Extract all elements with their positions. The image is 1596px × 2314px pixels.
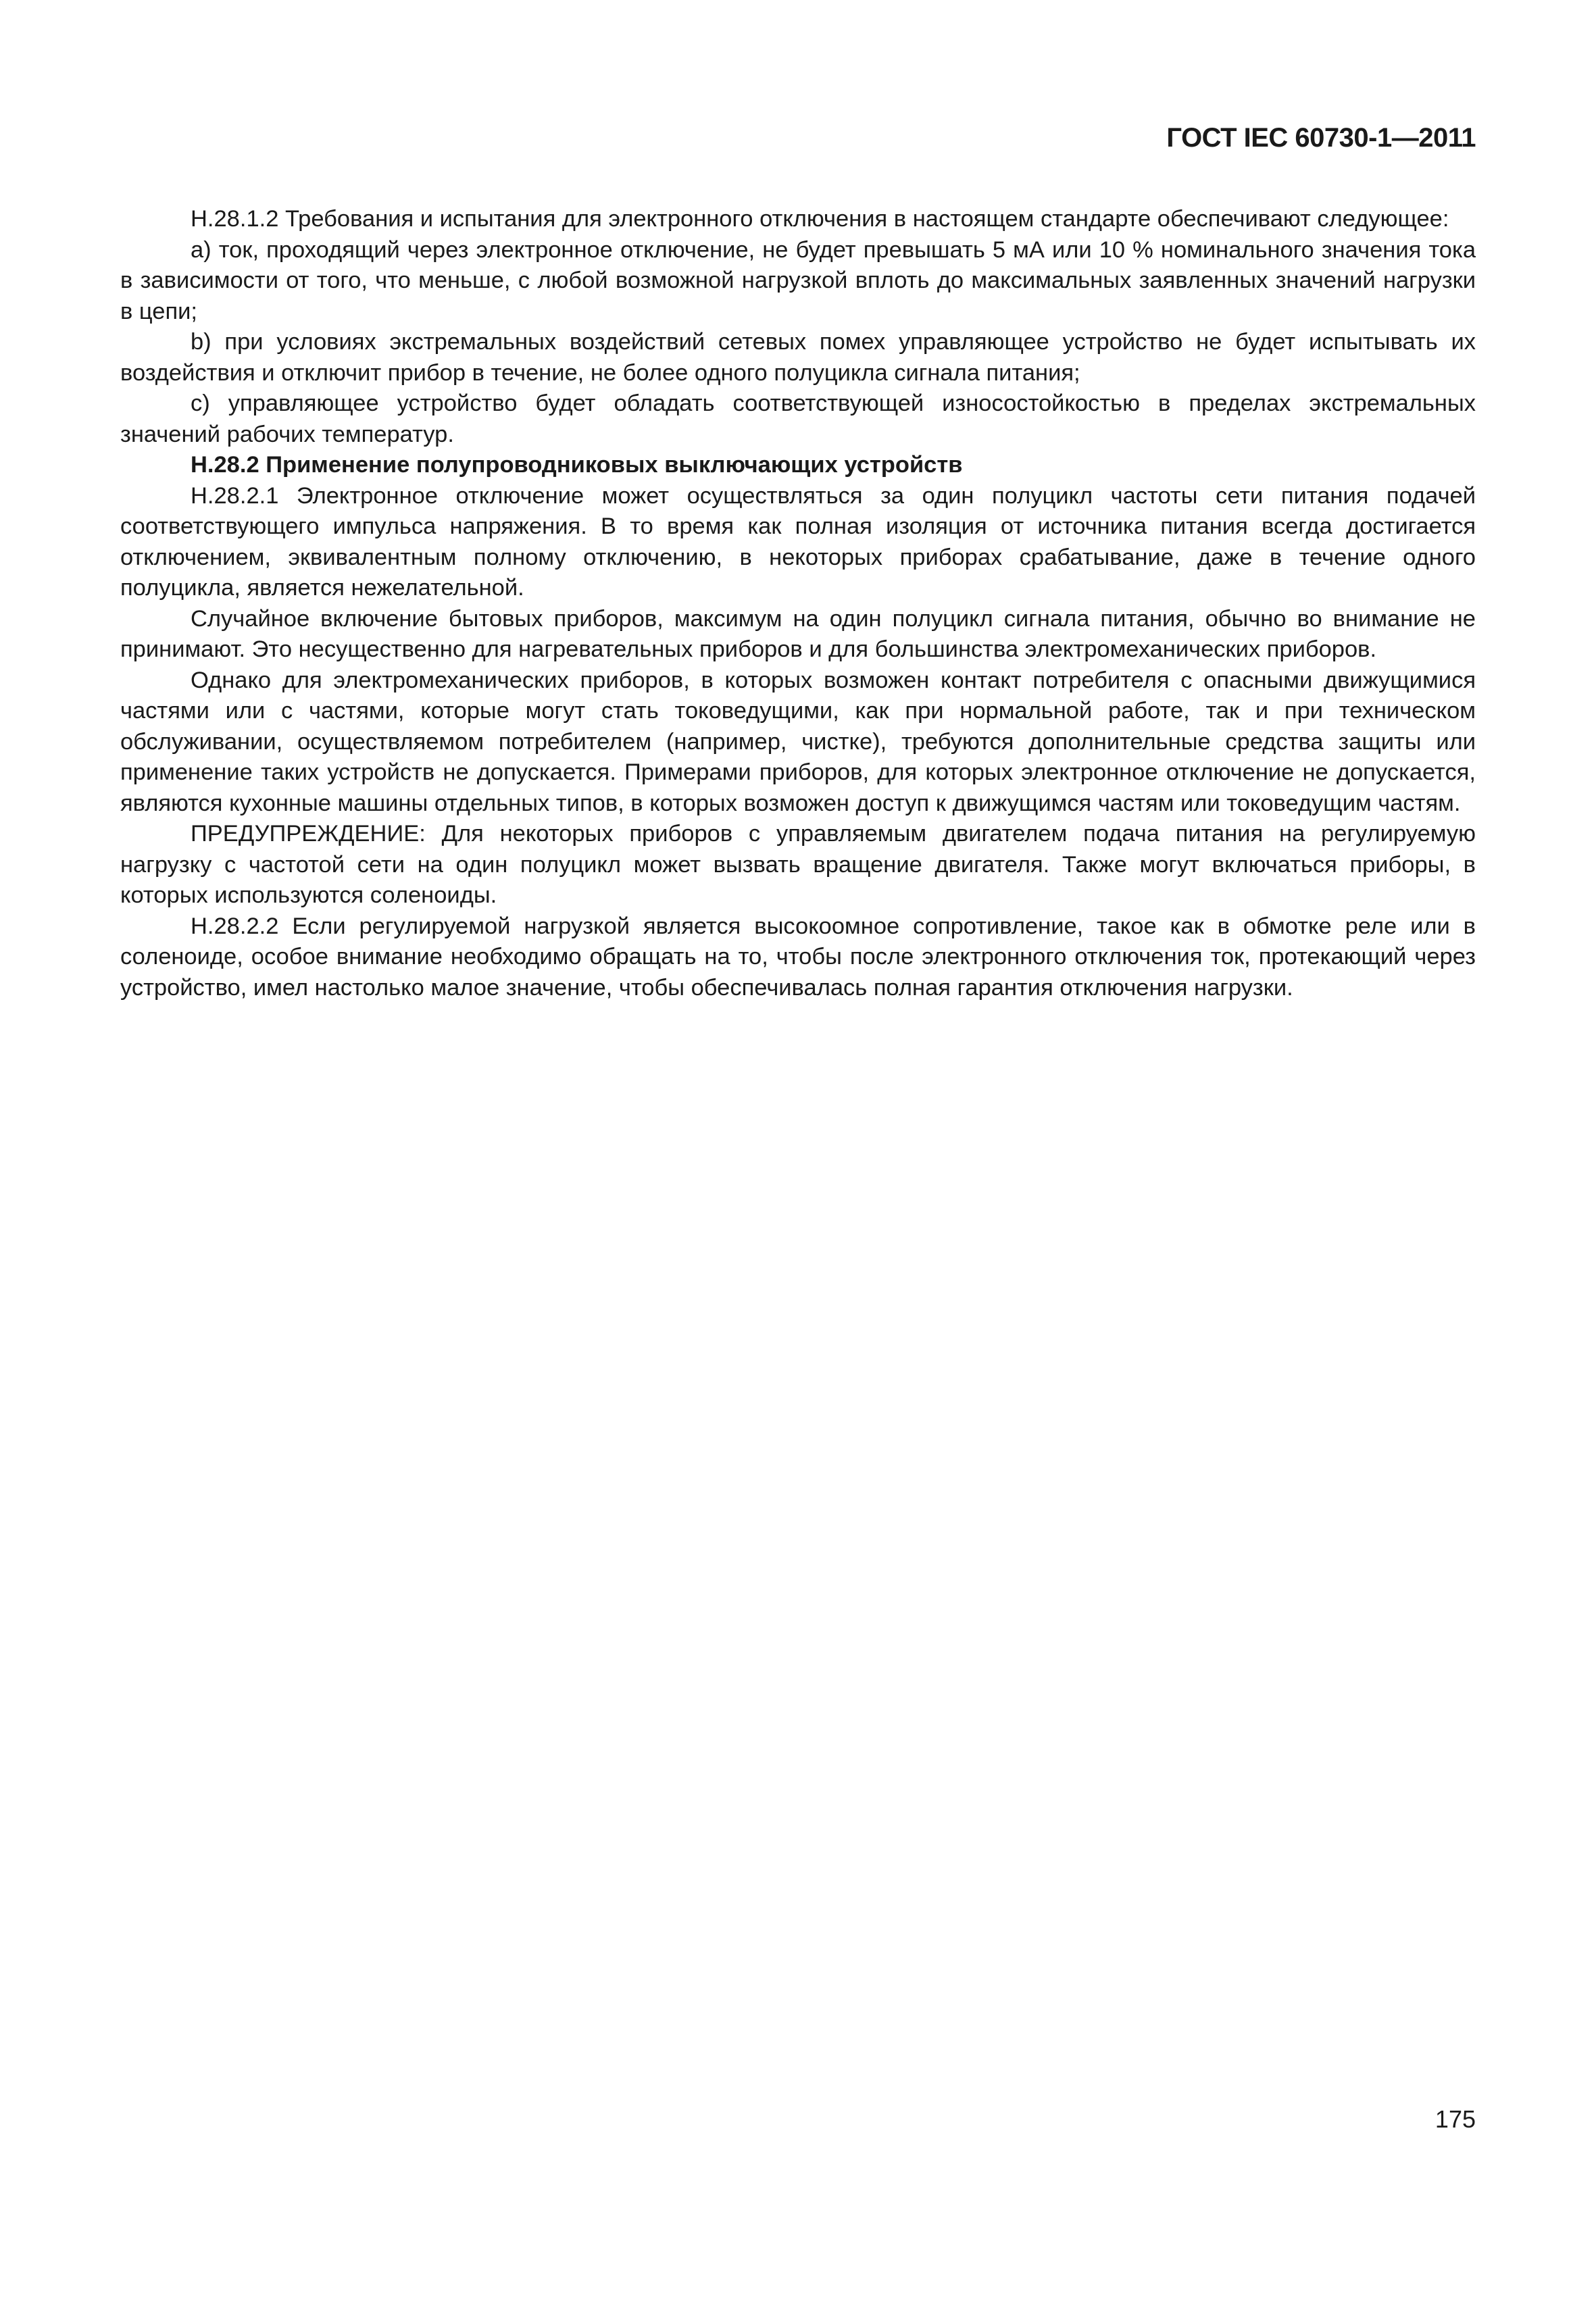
paragraph-warning: ПРЕДУПРЕЖДЕНИЕ: Для некоторых приборов с управляемым двигателем подача питания на регулируемую нагрузку с частотой сети на один полуцикл может вызвать вращение двигателя. Также могут включаться приборы, в которых используются соленоиды. [120, 821, 1476, 908]
paragraph-item-a: a) ток, проходящий через электронное отключение, не будет превышать 5 мА или 10 % номинального значения тока в зависимости от того, что меньше, с любой возможной нагрузкой вплоть до максимальных заявленных значений нагрузки в цепи; [120, 236, 1476, 324]
paragraph-electromechanical: Однако для электромеханических приборов, в которых возможен контакт потребителя с опасными движущимися частями или с частями, которые могут стать токоведущими, как при нормальной работе, так и при техническом обслуживании, осуществляемом потребителем (например, чистке), требуются дополнительные средства защиты или применение таких устройств не допускается. Примерами приборов, для которых электронное отключение не допускается, являются кухонные машины отдельных типов, в которых возможен доступ к движущимся частям или токоведущим частям. [120, 667, 1476, 816]
page-number: 175 [1435, 2105, 1476, 2133]
paragraph-random-switching: Случайное включение бытовых приборов, максимум на один полуцикл сигнала питания, обычно во внимание не принимают. Это несущественно для нагревательных приборов и для большинства электромеханических приборов. [120, 605, 1476, 662]
paragraph-item-b: b) при условиях экстремальных воздействий сетевых помех управляющее устройство не будет испытывать их воздействия и отключит прибор в течение, не более одного полуцикла сигнала питания; [120, 329, 1476, 386]
paragraph-h28-2-2: H.28.2.2 Если регулируемой нагрузкой является высокоомное сопротивление, такое как в обмотке реле или в соленоиде, особое внимание необходимо обращать на то, чтобы после электронного отключения ток, протекающий через устройство, имел настолько малое значение, чтобы обеспечивалась полная гарантия отключения нагрузки. [120, 913, 1476, 1001]
section-heading-h28-2: H.28.2 Применение полупроводниковых выключающих устройств [191, 452, 963, 478]
paragraph-h28-1-2: H.28.1.2 Требования и испытания для электронного отключения в настоящем стандарте обеспечивают следующее: [191, 206, 1449, 232]
paragraph-item-c: c) управляющее устройство будет обладать соответствующей износостойкостью в пределах экстремальных значений рабочих температур. [120, 391, 1476, 447]
document-body [120, 204, 1476, 1003]
paragraph-h28-2-1: H.28.2.1 Электронное отключение может осуществляться за один полуцикл частоты сети питания подачей соответствующего импульса напряжения. В то время как полная изоляция от источника питания всегда достигается отключением, эквивалентным полному отключению, в некоторых приборах срабатывание, даже в течение одного полуцикла, является нежелательной. [120, 482, 1476, 601]
document-header-id: ГОСТ IEC 60730-1—2011 [1166, 123, 1476, 153]
